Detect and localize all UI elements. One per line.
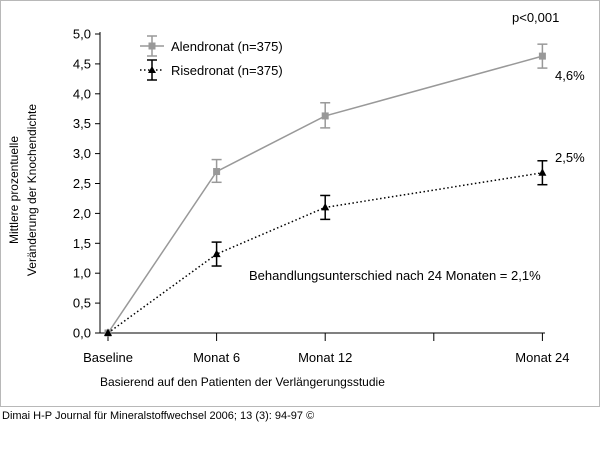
y-tick-label: 0,0 [72, 325, 91, 341]
legend-label-risedronat: Risedronat (n=375) [171, 63, 283, 78]
x-tick-label: Monat 6 [193, 350, 241, 365]
legend-label-alendronat: Alendronat (n=375) [171, 39, 283, 54]
significance-annotation: p<0,001 [512, 10, 560, 25]
y-tick-label: 5,0 [72, 26, 91, 42]
y-tick-label: 2,5 [72, 176, 91, 191]
x-tick-label: Monat 24 [515, 350, 570, 365]
y-tick-label: 2,0 [72, 205, 91, 221]
y-tick-label: 3,5 [72, 116, 91, 132]
citation-text: Dimai H-P Journal für Mineralstoffwechsel 2006; 13 (3): 94-97 © [2, 410, 315, 422]
y-axis-label-line-1: Mittlere prozentuelle [7, 135, 21, 245]
y-tick-label: 4,0 [72, 86, 91, 102]
y-tick-label: 3,0 [72, 146, 91, 162]
risedronat-end-label: 2,5% [555, 150, 585, 165]
x-tick-label: Monat 12 [298, 350, 353, 365]
alendronat-end-label: 4,6% [555, 68, 585, 83]
y-axis-label-line-2: Veränderung der Knochendichte [25, 103, 39, 277]
y-tick-label: 0,5 [72, 295, 91, 311]
x-axis-label: Basierend auf den Patienten der Verlängerungsstudie [100, 375, 385, 389]
y-tick-label: 4,5 [72, 56, 91, 72]
y-tick-label: 1,5 [72, 235, 91, 251]
x-tick-label: Baseline [83, 350, 133, 365]
treatment-difference-annotation: Behandlungsunterschied nach 24 Monaten = 2,1% [249, 268, 541, 283]
y-tick-label: 1,0 [72, 265, 91, 281]
